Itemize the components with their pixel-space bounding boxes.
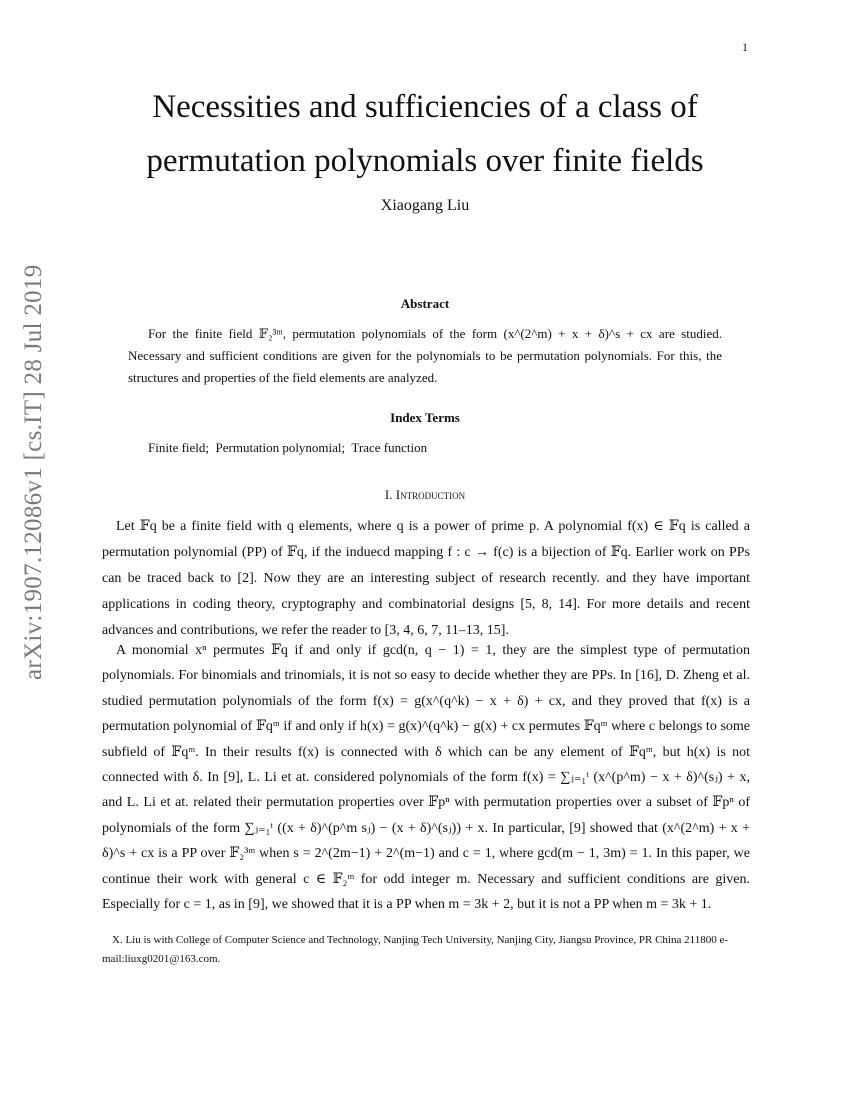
paper-author: Xiaogang Liu — [380, 197, 470, 214]
paper-title-line-2: permutation polynomials over finite fields — [146, 143, 704, 179]
author-affiliation-footnote: X. Liu is with College of Computer Science and Technology, Nanjing Tech University, Nanjing City, Jiangsu Province, PR China 211800 e-mail:liuxg0201@163.com. — [102, 934, 728, 965]
body-paragraph-1: Let 𝔽q be a finite field with q elements, where q is a power of prime p. A polynomial f(x) ∈ 𝔽q is called a permutation polynomial (PP) of 𝔽q, if the induecd mapping f : c → f(c) is a bijection of 𝔽q. Earlier work on PPs can be traced back to [2]. Now they are an interesting subject of research recently. and they have important applications in coding theory, cryptography and combinatorial designs [5, 8, 14]. For more details and recent advances and contributions, we refer the reader to [3, 4, 6, 7, 11–13, 15]. — [102, 519, 750, 638]
index-terms-body: Finite field; Permutation polynomial; Trace function — [148, 440, 428, 455]
paper-title-line-1: Necessities and sufficiencies of a class of — [152, 89, 698, 125]
body-paragraph-2: A monomial xⁿ permutes 𝔽q if and only if gcd(n, q − 1) = 1, they are the simplest type of permutation polynomials. For binomials and trinomials, it is not so easy to decide whether they are PPs. In [16], D. Zheng et al. studied permutation polynomials of the form f(x) = g(x^(q^k) − x + δ) + cx, and they proved that f(x) is a permutation polynomial of 𝔽qᵐ if and only if h(x) = g(x)^(q^k) − g(x) + cx permutes 𝔽qᵐ where c belongs to some subfield of 𝔽qᵐ. In their results f(x) is connected with δ which can be any element of 𝔽qᵐ, but h(x) is not connected with δ. In [9], L. Li et at. considered polynomials of the form f(x) = ∑ⱼ₌₁ᵗ (x^(p^m) − x + δ)^(sⱼ) + x, and L. Li et at. related their permutation properties over 𝔽pⁿ with permutation properties over a subset of 𝔽pⁿ of polynomials of the form ∑ⱼ₌₁ᵗ ((x + δ)^(p^m sⱼ) − (x + δ)^(sⱼ)) + x. In particular, [9] showed that (x^(2^m) + x + δ)^s + cx is a PP over 𝔽₂³ᵐ when s = 2^(2m−1) + 2^(m−1) and c = 1, where gcd(m − 1, 3m) = 1. In this paper, we continue their work with general c ∈ 𝔽₂ᵐ for odd integer m. Necessary and sufficient conditions are given. Especially for c = 1, as in [9], we showed that it is a PP when m = 3k + 2, but it is not a PP when m = 3k + 1. — [102, 643, 750, 913]
paper-title — [60, 80, 790, 188]
section-heading-introduction — [60, 487, 790, 503]
abstract-heading: Abstract — [400, 296, 450, 311]
section-title: Introduction — [395, 487, 466, 502]
arxiv-identifier-stamp: arXiv:1907.12086v1 [cs.IT] 28 Jul 2019 — [20, 264, 47, 680]
index-terms-heading: Index Terms — [390, 410, 460, 425]
page-number: 1 — [742, 40, 748, 54]
section-number: I. — [384, 487, 396, 502]
abstract-body: For the finite field 𝔽₂³ᵐ, permutation polynomials of the form (x^(2^m) + x + δ)^s + cx are studied. Necessary and sufficient conditions are given for the polynomials to be permutation polynomials. For this, the structures and properties of the field elements are analyzed. — [128, 326, 722, 385]
